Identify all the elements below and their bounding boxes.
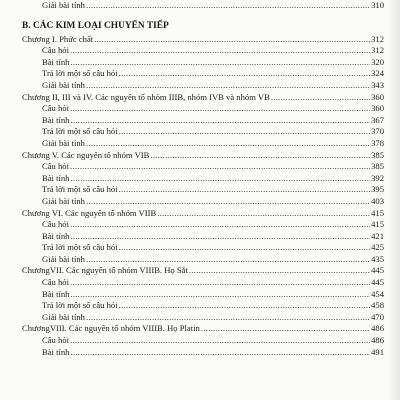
toc-entry-page: 324 [371, 68, 384, 79]
toc-entry-text: Bài tính [42, 288, 70, 299]
toc-entry-page: 395 [371, 184, 384, 195]
toc-entry-page: 392 [371, 172, 384, 183]
toc-entry-text: Bài tính [42, 114, 70, 125]
toc-entry-page: 320 [371, 56, 384, 67]
chapter-page: 360 [371, 91, 384, 102]
toc-entry [22, 68, 384, 80]
chapter-title: ChươngVIII. Các nguyên tố nhóm VIIIB. Họ Platin [22, 323, 200, 334]
toc-entry [22, 196, 384, 208]
toc-entry-text: Trả lời một số câu hỏi [42, 126, 118, 137]
toc-entry-page: 486 [371, 335, 384, 346]
toc-entry [22, 347, 384, 359]
chapter-list [22, 34, 384, 359]
chapter-title: Chương V. Các nguyên tố nhóm VIB [22, 149, 150, 160]
toc-entry-text: Giải bài tính [42, 137, 85, 148]
dot-leader [70, 289, 370, 301]
toc-chapter [22, 323, 384, 335]
chapter-title: Chương VI. Các nguyên tố nhóm VIIB [22, 207, 157, 218]
toc-chapter [22, 265, 384, 277]
toc-entry-text: Câu hỏi [42, 45, 69, 56]
dot-leader [189, 265, 370, 277]
toc-entry [22, 45, 384, 57]
dot-leader [86, 0, 370, 12]
toc-entry-page: 435 [371, 253, 384, 264]
dot-leader [86, 254, 370, 266]
dot-leader [70, 161, 370, 173]
toc-entry [22, 219, 384, 231]
toc-entry-text: Bài tính [42, 230, 70, 241]
toc-entry [22, 289, 384, 301]
dot-leader [70, 115, 370, 127]
toc-entry-text: Câu hỏi [42, 103, 69, 114]
toc-entry-text: Giải bài tính [42, 195, 85, 206]
toc-entry [22, 138, 384, 150]
dot-leader [157, 208, 370, 220]
dot-leader [70, 347, 370, 359]
dot-leader [70, 231, 370, 243]
dot-leader [70, 173, 370, 185]
toc-entry [22, 184, 384, 196]
toc-chapter [22, 150, 384, 162]
dot-leader [70, 335, 370, 347]
toc-entry [22, 103, 384, 115]
toc-entry [22, 161, 384, 173]
toc-entry-page: 425 [371, 242, 384, 253]
dot-leader [119, 184, 371, 196]
toc-entry-text: Giải bài tính [42, 79, 85, 90]
section-title: B. CÁC KIM LOẠI CHUYỂN TIẾP [22, 20, 169, 31]
toc-entry-text: Trả lời một số câu hỏi [42, 300, 118, 311]
dot-leader [119, 68, 371, 80]
toc-entry [22, 115, 384, 127]
dot-leader [119, 126, 371, 138]
dot-leader [70, 45, 370, 57]
table-of-contents [22, 0, 384, 358]
toc-entry-page: 445 [371, 277, 384, 288]
toc-entry-text: Trả lời một số câu hỏi [42, 68, 118, 79]
chapter-page: 312 [371, 33, 384, 44]
toc-entry-page: 378 [371, 137, 384, 148]
toc-entry-page: 415 [371, 219, 384, 230]
dot-leader [86, 312, 370, 324]
toc-entry-text: Câu hỏi [42, 219, 69, 230]
toc-entry [22, 57, 384, 69]
toc-entry-page: 491 [371, 346, 384, 357]
dot-leader [70, 57, 370, 69]
toc-entry-page: 360 [371, 103, 384, 114]
dot-leader [70, 219, 370, 231]
chapter-page: 385 [371, 149, 384, 160]
toc-entry-page: 370 [371, 126, 384, 137]
toc-entry-text: Câu hỏi [42, 335, 69, 346]
chapter-title: Chương II, III và IV. Các nguyên tố nhóm IIIB, nhóm IVB và nhóm VB [22, 91, 270, 102]
toc-entry-text: Bài tính [42, 172, 70, 183]
toc-entry-page: 310 [371, 0, 384, 10]
toc-entry [22, 80, 384, 92]
dot-leader [119, 300, 371, 312]
chapter-page: 415 [371, 207, 384, 218]
toc-entry-page: 312 [371, 45, 384, 56]
toc-entry [22, 0, 384, 12]
toc-entry-text: Giải bài tính [42, 253, 85, 264]
dot-leader [201, 323, 370, 335]
dot-leader [119, 242, 371, 254]
toc-entry-text: Trả lời một số câu hỏi [42, 242, 118, 253]
toc-entry-text: Bài tính [42, 56, 70, 67]
dot-leader [150, 150, 370, 162]
toc-chapter [22, 34, 384, 46]
chapter-title: ChươngVII. Các nguyên tố nhóm VIIIB. Họ Sắt [22, 265, 188, 276]
dot-leader [94, 34, 370, 46]
toc-entry-page: 367 [371, 114, 384, 125]
toc-entry [22, 300, 384, 312]
toc-entry-page: 421 [371, 230, 384, 241]
toc-entry-text: Câu hỏi [42, 277, 69, 288]
toc-entry [22, 312, 384, 324]
toc-entry [22, 277, 384, 289]
toc-entry [22, 173, 384, 185]
toc-entry [22, 254, 384, 266]
toc-entry-page: 385 [371, 161, 384, 172]
page-edge-shadow [386, 0, 400, 400]
toc-entry [22, 126, 384, 138]
toc-entry-page: 458 [371, 300, 384, 311]
chapter-page: 445 [371, 265, 384, 276]
toc-entry-page: 343 [371, 79, 384, 90]
toc-entry-page: 454 [371, 288, 384, 299]
toc-entry-page: 403 [371, 195, 384, 206]
dot-leader [70, 277, 370, 289]
toc-entry-text: Trả lời một số câu hỏi [42, 184, 118, 195]
dot-leader [86, 196, 370, 208]
chapter-title: Chương I. Phức chất [22, 33, 94, 44]
toc-entry [22, 231, 384, 243]
toc-entry-text: Bài tính [42, 346, 70, 357]
toc-entry [22, 335, 384, 347]
dot-leader [70, 103, 370, 115]
toc-chapter [22, 92, 384, 104]
dot-leader [86, 80, 370, 92]
toc-entry [22, 242, 384, 254]
chapter-page: 486 [371, 323, 384, 334]
toc-chapter [22, 208, 384, 220]
toc-entry-text: Câu hỏi [42, 161, 69, 172]
dot-leader [86, 138, 370, 150]
dot-leader [271, 92, 370, 104]
toc-entry-text: Giải bài tính [42, 0, 85, 10]
toc-entry-page: 470 [371, 311, 384, 322]
toc-entry-text: Giải bài tính [42, 311, 85, 322]
